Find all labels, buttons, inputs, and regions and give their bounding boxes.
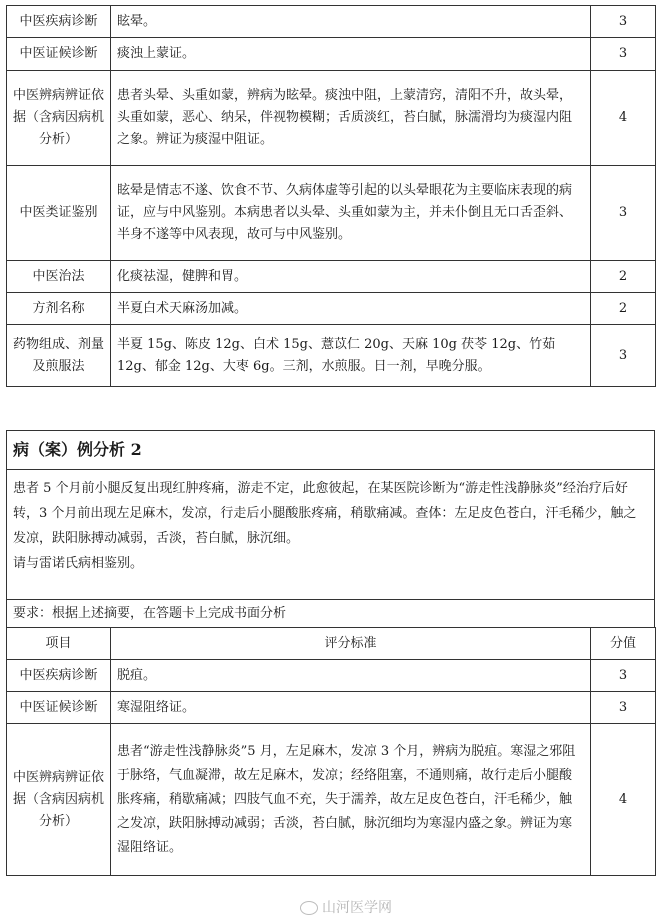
table-row [7, 6, 656, 38]
header-criteria: 评分标准 [111, 628, 591, 660]
row-score: 4 [591, 71, 656, 166]
header-item: 项目 [7, 628, 111, 660]
row-criteria: 眩晕是情志不遂、饮食不节、久病体虚等引起的以头晕眼花为主要临床表现的病证，应与中风鉴别。本病患者以头晕、头重如蒙为主，并未仆倒且无口舌歪斜、半身不遂等中风表现，故可与中风鉴别。 [111, 166, 591, 261]
table-row [7, 71, 656, 166]
table-row [7, 660, 656, 692]
row-label: 中医治法 [7, 261, 111, 293]
case-question: 请与雷诺氏病相鉴别。 [13, 556, 144, 571]
table-row [7, 166, 656, 261]
row-label: 药物组成、剂量及煎服法 [7, 325, 111, 387]
row-criteria: 半夏白术天麻汤加减。 [111, 293, 591, 325]
row-criteria: 半夏 15g、陈皮 12g、白术 15g、薏苡仁 20g、天麻 10g 茯苓 12g、竹茹 12g、郁金 12g、大枣 6g。三剂，水煎服。日一剂，早晚分服。 [111, 325, 591, 387]
case-body [7, 470, 654, 576]
row-criteria: 化痰祛湿，健脾和胃。 [111, 261, 591, 293]
weibo-logo-icon [300, 901, 318, 915]
case-box [6, 430, 655, 628]
row-label: 中医辨病辨证依据（含病因病机分析） [7, 71, 111, 166]
header-score: 分值 [591, 628, 656, 660]
row-criteria: 寒湿阻络证。 [111, 692, 591, 724]
row-score: 2 [591, 293, 656, 325]
row-criteria: 脱疽。 [111, 660, 591, 692]
row-score: 4 [591, 724, 656, 876]
table-header-row [7, 628, 656, 660]
row-label: 中医证候诊断 [7, 692, 111, 724]
row-criteria: 患者“游走性浅静脉炎”5 月，左足麻木，发凉 3 个月，辨病为脱疽。寒湿之邪阻于脉络，气血凝滞，故左足麻木，发凉；经络阻塞，不通则痛，故行走后小腿酸胀疼痛，稍歇痛减；四肢气血不充，失于濡养，故左足皮色苍白，汗毛稀少，触之发凉，趺阳脉搏动减弱；舌淡，苔白腻，脉沉细均为寒湿内盛之象。辨证为寒湿阻络证。 [111, 724, 591, 876]
case-title: 病（案）例分析 2 [7, 431, 654, 470]
case-requirement: 要求：根据上述摘要，在答题卡上完成书面分析 [7, 599, 654, 628]
table-row [7, 325, 656, 387]
row-score: 3 [591, 660, 656, 692]
watermark [300, 897, 392, 917]
table-row [7, 38, 656, 71]
row-criteria: 眩晕。 [111, 6, 591, 38]
row-score: 3 [591, 38, 656, 71]
row-score: 3 [591, 166, 656, 261]
row-score: 3 [591, 6, 656, 38]
row-score: 3 [591, 692, 656, 724]
watermark-text: 山河医学网 [322, 900, 392, 916]
row-label: 中医疾病诊断 [7, 6, 111, 38]
row-label: 中医辨病辨证依据（含病因病机分析） [7, 724, 111, 876]
row-criteria: 痰浊上蒙证。 [111, 38, 591, 71]
table-row [7, 261, 656, 293]
scoring-table-case2 [6, 627, 656, 876]
table-row [7, 724, 656, 876]
row-label: 中医证候诊断 [7, 38, 111, 71]
scoring-table-case1 [6, 5, 656, 387]
row-score: 3 [591, 325, 656, 387]
table-row [7, 293, 656, 325]
row-label: 中医类证鉴别 [7, 166, 111, 261]
table-row [7, 692, 656, 724]
row-label: 方剂名称 [7, 293, 111, 325]
row-label: 中医疾病诊断 [7, 660, 111, 692]
case-description: 患者 5 个月前小腿反复出现红肿疼痛，游走不定，此愈彼起，在某医院诊断为“游走性浅静脉炎”经治疗后好转，3 个月前出现左足麻木，发凉，行走后小腿酸胀疼痛，稍歇痛减。查体：左足皮色苍白，汗毛稀少，触之发凉，趺阳脉搏动减弱，舌淡，苔白腻，脉沉细。 [13, 481, 637, 546]
row-score: 2 [591, 261, 656, 293]
row-criteria: 患者头晕、头重如蒙，辨病为眩晕。痰浊中阻，上蒙清窍，清阳不升，故头晕，头重如蒙，恶心、纳呆，伴视物模糊；舌质淡红，苔白腻，脉濡滑均为痰湿内阻之象。辨证为痰湿中阻证。 [111, 71, 591, 166]
